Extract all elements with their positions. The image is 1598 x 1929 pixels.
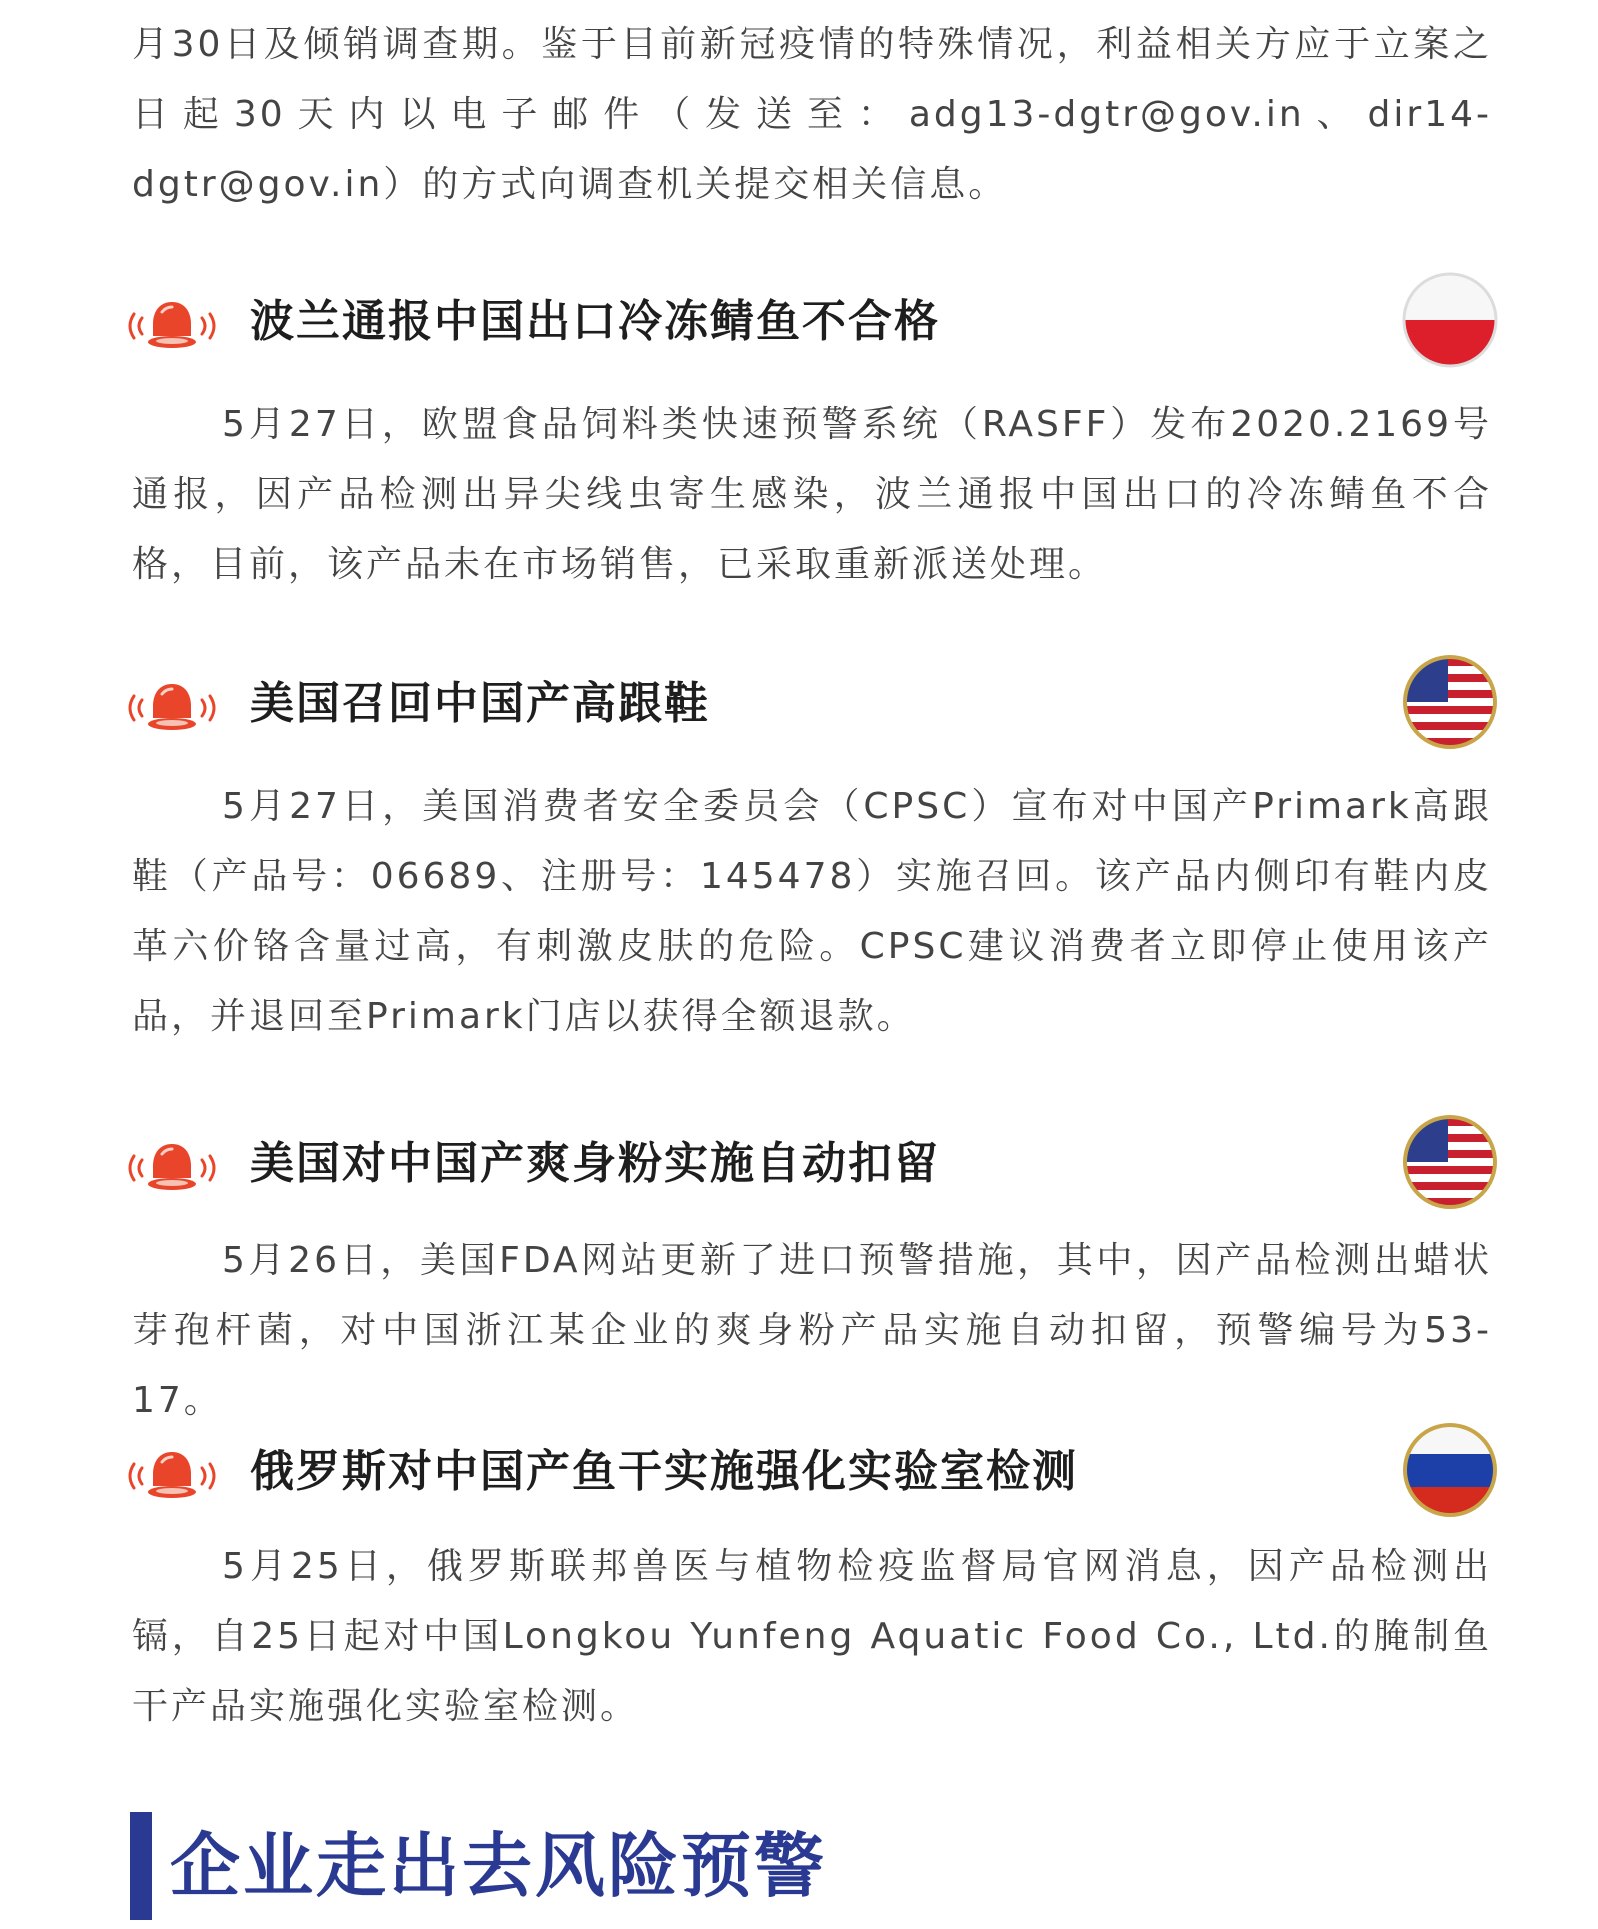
news-headline-poland (120, 270, 1500, 370)
russia-flag-icon (1400, 1420, 1500, 1520)
section-title: 企业走出去风险预警 (170, 1825, 827, 1907)
usa-flag-icon (1400, 1112, 1500, 1212)
news-headline-usa-powder (120, 1112, 1500, 1212)
alarm-bell-icon (120, 1140, 224, 1196)
news-headline-russia (120, 1420, 1500, 1520)
news-body-russia: 5月25日，俄罗斯联邦兽医与植物检疫监督局官网消息，因产品检测出镉，自25日起对中国Longkou Yunfeng Aquatic Food Co., Ltd.的腌制鱼干产品实施强化实验室检测。 (132, 1546, 1492, 1727)
headline-title: 俄罗斯对中国产鱼干实施强化实验室检测 (250, 1446, 1078, 1497)
news-headline-usa-shoes (120, 652, 1500, 752)
alarm-bell-icon (120, 298, 224, 354)
section-accent-bar (130, 1812, 152, 1920)
headline-title: 美国对中国产爽身粉实施自动扣留 (250, 1138, 940, 1189)
news-body-usa-powder: 5月26日，美国FDA网站更新了进口预警措施，其中，因产品检测出蜡状芽孢杆菌，对中国浙江某企业的爽身粉产品实施自动扣留，预警编号为53-17。 (132, 1240, 1492, 1421)
news-body-usa-shoes: 5月27日，美国消费者安全委员会（CPSC）宣布对中国产Primark高跟鞋（产品号：06689、注册号：145478）实施召回。该产品内侧印有鞋内皮革六价铬含量过高，有刺激皮肤的危险。CPSC建议消费者立即停止使用该产品，并退回至Primark门店以获得全额退款。 (132, 786, 1492, 1037)
alarm-bell-icon (120, 1448, 224, 1504)
headline-title: 美国召回中国产高跟鞋 (250, 678, 710, 729)
usa-flag-icon (1400, 652, 1500, 752)
alarm-bell-icon (120, 680, 224, 736)
headline-title: 波兰通报中国出口冷冻鲭鱼不合格 (250, 296, 940, 347)
intro-paragraph: 月30日及倾销调查期。鉴于目前新冠疫情的特殊情况，利益相关方应于立案之日起30天内以电子邮件（发送至：adg13-dgtr@gov.in、dir14-dgtr@gov.in）的方式向调查机关提交相关信息。 (132, 24, 1492, 205)
news-body-poland: 5月27日，欧盟食品饲料类快速预警系统（RASFF）发布2020.2169号通报，因产品检测出异尖线虫寄生感染，波兰通报中国出口的冷冻鲭鱼不合格，目前，该产品未在市场销售，已采取重新派送处理。 (132, 404, 1492, 585)
poland-flag-icon (1400, 270, 1500, 370)
